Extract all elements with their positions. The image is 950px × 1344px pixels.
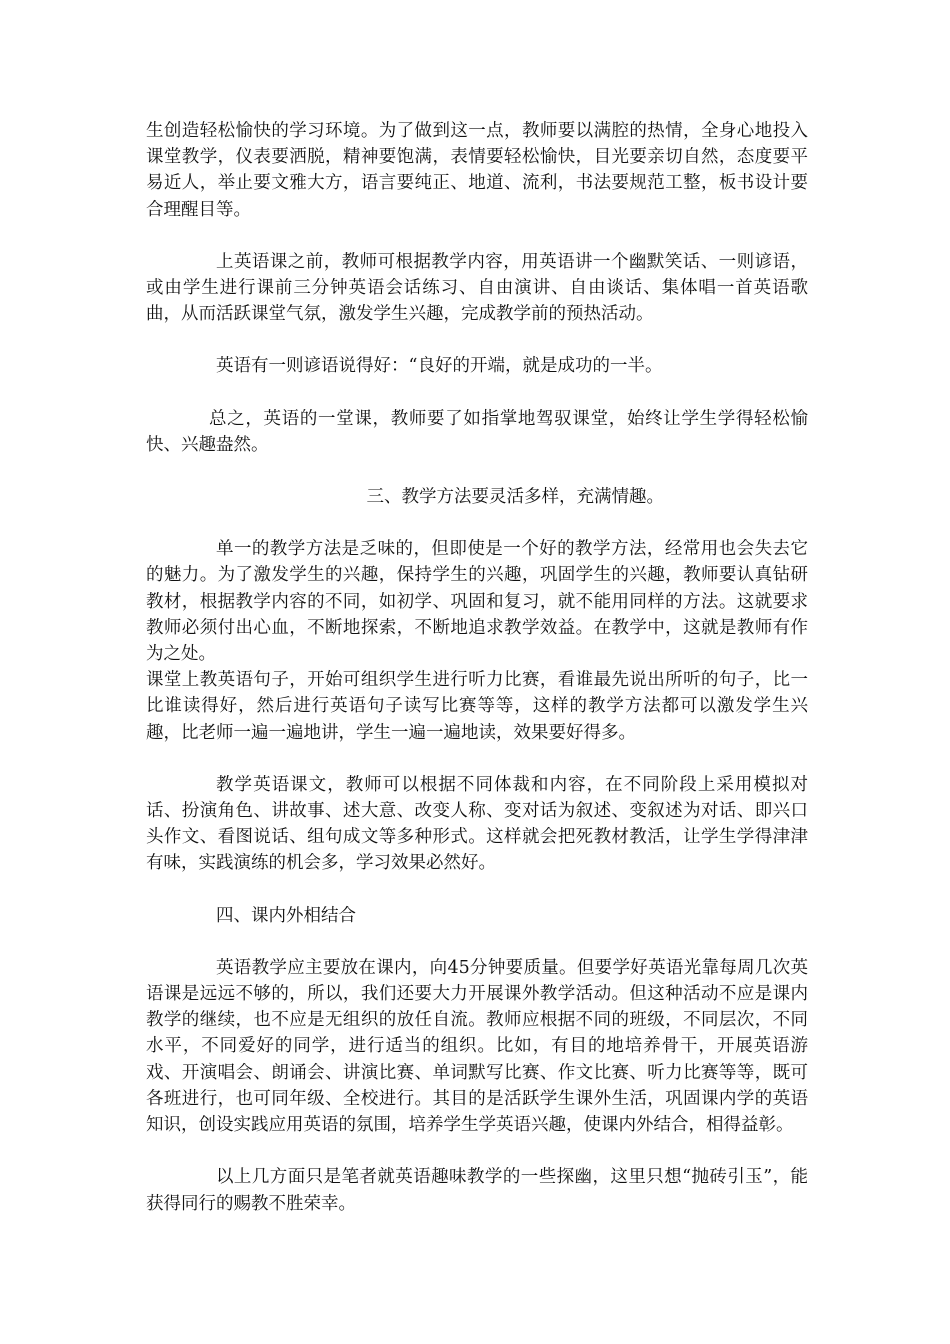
paragraph-conclusion: 以上几方面只是笔者就英语趣味教学的一些探幽，这里只想“抛砖引玉”，能获得同行的赐教不胜荣幸。 — [146, 1167, 808, 1214]
paragraph-methods: 单一的教学方法是乏味的，但即使是一个好的教学方法，经常用也会失去它的魅力。为了激发学生的兴趣，保持学生的兴趣，巩固学生的兴趣，教师要认真钻研教材，根据教学内容的不同，如初学、巩固和复习，就不能用同样的方法。这就要求教师必须付出心血，不断地探索，不断地追求教学效益。在教学中，这就是教师有作为之处。 — [146, 539, 808, 665]
section-heading-three: 三、教学方法要灵活多样，充满情趣。 — [366, 487, 664, 508]
paragraph-warm-up: 上英语课之前，教师可根据教学内容，用英语讲一个幽默笑话、一则谚语，或由学生进行课前三分钟英语会话练习、自由演讲、自由谈话、集体唱一首英语歌曲，从而活跃课堂气氛，激发学生兴趣，完成教学前的预热活动。 — [146, 251, 808, 325]
section-heading-four: 四、课内外相结合 — [216, 905, 356, 926]
paragraph-proverb: 英语有一则谚语说得好：“良好的开端，就是成功的一半。 — [216, 356, 663, 377]
paragraph-classroom-atmosphere: 生创造轻松愉快的学习环境。为了做到这一点，教师要以满腔的热情，全身心地投入课堂教学，仪表要洒脱，精神要饱满，表情要轻松愉快，目光要亲切自然，态度要平易近人，举止要文雅大方，语言要纯正、地道、流利，书法要规范工整，板书设计要合理醒目等。 — [146, 121, 808, 220]
paragraph-extracurricular: 英语教学应主要放在课内，向45分钟要质量。但要学好英语光靠每周几次英语课是远远不够的，所以，我们还要大力开展课外教学活动。但这种活动不应是课内教学的继续，也不应是无组织的放任自流。教师应根据不同的班级，不同层次，不同水平，不同爱好的同学，进行适当的组织。比如，有目的地培养骨干，开展英语游戏、开演唱会、朗诵会、讲演比赛、单词默写比赛、作文比赛、听力比赛等等，既可各班进行，也可同年级、全校进行。其目的是活跃学生课外生活，巩固课内学的英语知识，创设实践应用英语的氛围，培养学生学英语兴趣，使课内外结合，相得益彰。 — [146, 957, 808, 1136]
paragraph-text-teaching: 教学英语课文，教师可以根据不同体裁和内容，在不同阶段上采用模拟对话、扮演角色、讲故事、述大意、改变人称、变对话为叙述、变叙述为对话、即兴口头作文、看图说话、组句成文等多种形式。这样就会把死教材教活，让学生学得津津有味，实践演练的机会多，学习效果必然好。 — [146, 774, 808, 874]
document-page — [146, 118, 808, 1217]
paragraph-summary: 总之，英语的一堂课，教师要了如指掌地驾驭课堂，始终让学生学得轻松愉快、兴趣盎然。 — [146, 408, 808, 455]
paragraph-sentence-teaching: 课堂上教英语句子，开始可组织学生进行听力比赛，看谁最先说出所听的句子，比一比谁读得好，然后进行英语句子读写比赛等等，这样的教学方法都可以激发学生兴趣，比老师一遍一遍地讲，学生一遍一遍地读，效果要好得多。 — [146, 670, 808, 743]
